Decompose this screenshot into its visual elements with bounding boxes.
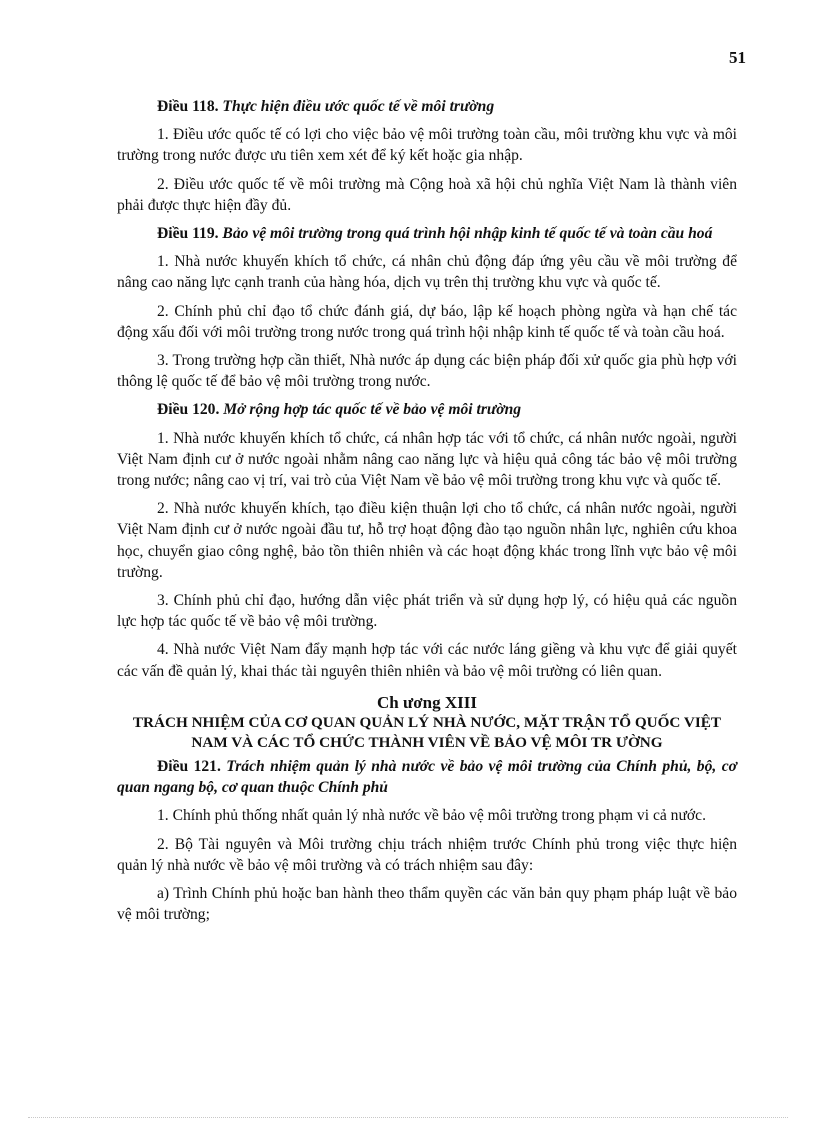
article-paragraph: a) Trình Chính phủ hoặc ban hành theo thẩm quyền các văn bản quy phạm pháp luật về bảo vệ môi trường; bbox=[117, 885, 737, 924]
article-number: Điều 120. bbox=[157, 401, 220, 419]
article-120 bbox=[117, 399, 737, 681]
chapter-description: TRÁCH NHIỆM CỦA CƠ QUAN QUẢN LÝ NHÀ NƯỚC, MẶT TRẬN TỔ QUỐC VIỆT NAM VÀ CÁC TỔ CHỨC THÀNH VIÊN VỀ BẢO VỆ MÔI TR ƯỜNG bbox=[132, 714, 722, 751]
article-paragraph: 1. Nhà nước khuyến khích tổ chức, cá nhân chủ động đáp ứng yêu cầu về môi trường để nâng cao năng lực cạnh tranh của hàng hóa, dịch vụ trên thị trường khu vực và quốc tế. bbox=[117, 253, 737, 292]
chapter-title: Ch ương XIII bbox=[377, 692, 477, 712]
article-paragraph: 1. Nhà nước khuyến khích tổ chức, cá nhân hợp tác với tổ chức, cá nhân nước ngoài, người Việt Nam định cư ở nước ngoài nhằm nâng cao năng lực và hiệu quả công tác bảo vệ môi trường trong nước; nâng cao vị trí, vai trò của Việt Nam về bảo vệ môi trường trong khu vực và quốc tế. bbox=[117, 429, 737, 490]
article-title: Thực hiện điều ước quốc tế về môi trường bbox=[222, 98, 495, 115]
article-118 bbox=[117, 96, 737, 216]
article-119 bbox=[117, 223, 737, 392]
article-paragraph: 3. Chính phủ chỉ đạo, hướng dẫn việc phát triển và sử dụng hợp lý, có hiệu quả các nguồn lực hợp tác quốc tế về bảo vệ môi trường. bbox=[117, 592, 737, 631]
article-title: Mở rộng hợp tác quốc tế về bảo vệ môi trường bbox=[223, 401, 522, 419]
article-number: Điều 118. bbox=[157, 98, 219, 115]
article-paragraph: 2. Chính phủ chỉ đạo tổ chức đánh giá, dự báo, lập kế hoạch phòng ngừa và hạn chế tác động xấu đối với môi trường trong nước trong quá trình hội nhập kinh tế quốc tế và toàn cầu hoá. bbox=[117, 302, 737, 341]
chapter-heading bbox=[117, 692, 737, 752]
article-paragraph: 1. Chính phủ thống nhất quản lý nhà nước về bảo vệ môi trường trong phạm vi cả nước. bbox=[157, 807, 706, 825]
footer-divider bbox=[28, 1117, 788, 1118]
article-heading bbox=[117, 223, 737, 244]
article-number: Điều 121. bbox=[157, 758, 221, 776]
article-paragraph: 2. Điều ước quốc tế về môi trường mà Cộng hoà xã hội chủ nghĩa Việt Nam là thành viên phải được thực hiện đầy đủ. bbox=[117, 175, 737, 214]
article-121 bbox=[117, 756, 737, 925]
article-number: Điều 119. bbox=[157, 225, 219, 243]
article-heading bbox=[117, 399, 737, 420]
article-title: Trách nhiệm quản lý nhà nước về bảo vệ môi trường của Chính phủ, bộ, cơ quan ngang bộ, cơ quan thuộc Chính phủ bbox=[117, 758, 737, 797]
article-paragraph: 2. Bộ Tài nguyên và Môi trường chịu trách nhiệm trước Chính phủ trong việc thực hiện quản lý nhà nước về bảo vệ môi trường và có trách nhiệm sau đây: bbox=[117, 835, 737, 874]
article-paragraph: 4. Nhà nước Việt Nam đẩy mạnh hợp tác với các nước láng giềng và khu vực để giải quyết các vấn đề quản lý, khai thác tài nguyên thiên nhiên và bảo vệ môi trường có liên quan. bbox=[117, 641, 737, 680]
article-paragraph: 1. Điều ước quốc tế có lợi cho việc bảo vệ môi trường toàn cầu, môi trường khu vực và môi trường trong nước được ưu tiên xem xét để ký kết hoặc gia nhập. bbox=[117, 126, 737, 165]
article-heading bbox=[117, 96, 737, 117]
article-paragraph: 2. Nhà nước khuyến khích, tạo điều kiện thuận lợi cho tổ chức, cá nhân nước ngoài, người Việt Nam định cư ở nước ngoài đầu tư, hỗ trợ hoạt động đào tạo nguồn nhân lực, nghiên cứu khoa học, chuyển giao công nghệ, bảo tồn thiên nhiên và các hoạt động khác trong lĩnh vực bảo vệ môi trường. bbox=[117, 500, 737, 581]
document-body bbox=[117, 96, 737, 933]
article-heading bbox=[117, 756, 737, 798]
article-title: Bảo vệ môi trường trong quá trình hội nhập kinh tế quốc tế và toàn cầu hoá bbox=[222, 225, 713, 243]
article-paragraph: 3. Trong trường hợp cần thiết, Nhà nước áp dụng các biện pháp đối xử quốc gia phù hợp với thông lệ quốc tế để bảo vệ môi trường trong nước. bbox=[117, 352, 737, 391]
page-number: 51 bbox=[729, 48, 746, 67]
